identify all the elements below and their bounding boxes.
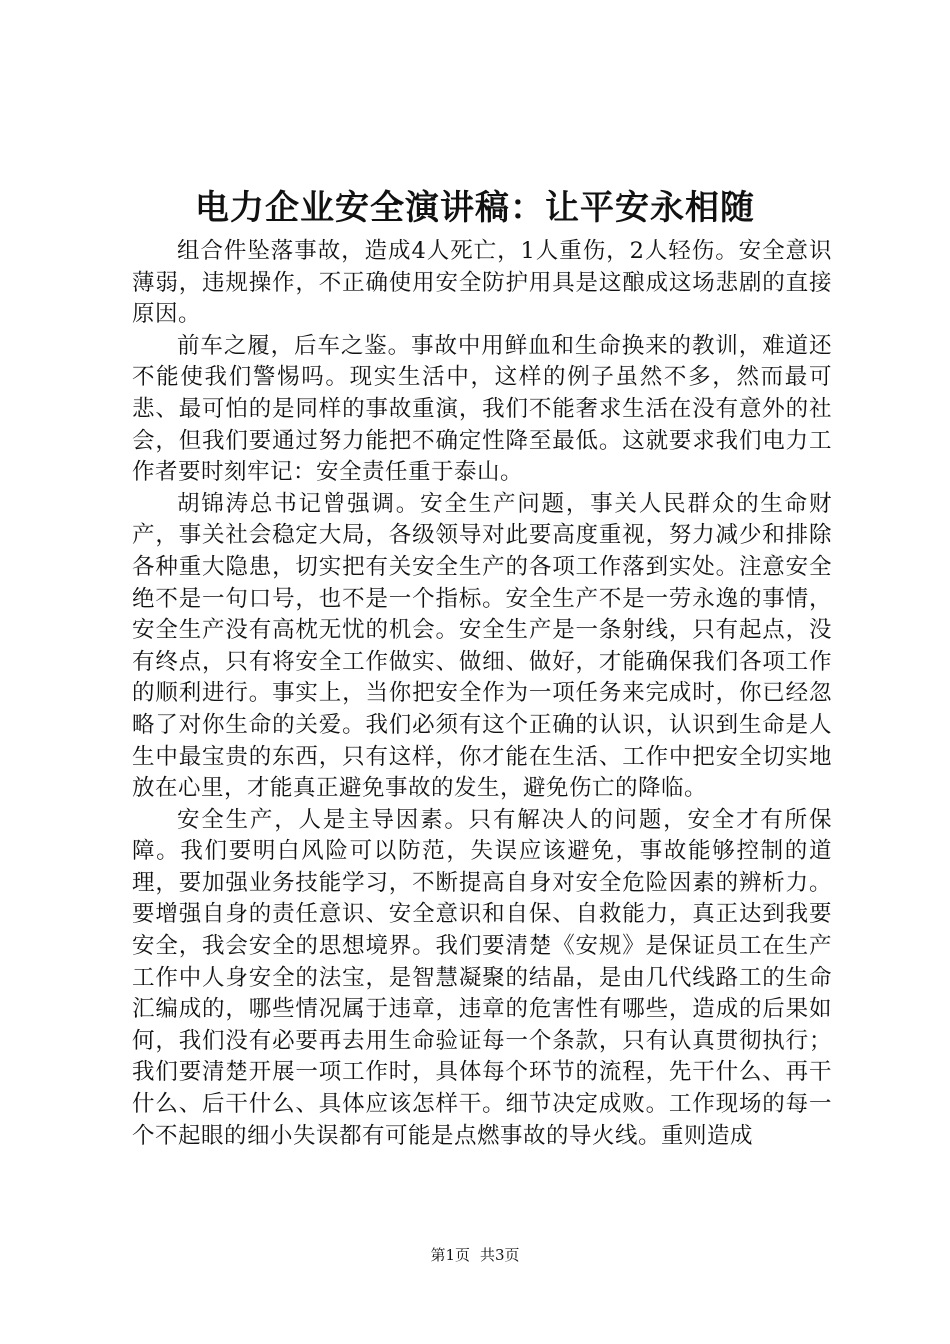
- page-total: 共3页: [480, 1246, 520, 1264]
- document-title: 电力企业安全演讲稿：让平安永相随: [195, 188, 755, 228]
- document-body: [132, 236, 832, 1152]
- paragraph-1: 组合件坠落事故，造成4人死亡，1人重伤，2人轻伤。安全意识薄弱，违规操作，不正确使用安全防护用具是这酿成这场悲剧的直接原因。: [132, 238, 832, 328]
- paragraph-3: 胡锦涛总书记曾强调。安全生产问题，事关人民群众的生命财产，事关社会稳定大局，各级领导对此要高度重视，努力减少和排除各种重大隐患，切实把有关安全生产的各项工作落到实处。注意安全绝不是一句口号，也不是一个指标。安全生产不是一劳永逸的事情，安全生产没有高枕无忧的机会。安全生产是一条射线，只有起点，没有终点，只有将安全工作做实、做细、做好，才能确保我们各项工作的顺利进行。事实上，当你把安全作为一项任务来完成时，你已经忽略了对你生命的关爱。我们必须有这个正确的认识，认识到生命是人生中最宝贵的东西，只有这样，你才能在生活、工作中把安全切实地放在心里，才能真正避免事故的发生，避免伤亡的降临。: [132, 490, 832, 802]
- page-footer: [0, 1245, 950, 1265]
- paragraph-2: 前车之履，后车之鉴。事故中用鲜血和生命换来的教训，难道还不能使我们警惕吗。现实生活中，这样的例子虽然不多，然而最可悲、最可怕的是同样的事故重演，我们不能奢求生活在没有意外的社会，但我们要通过努力能把不确定性降至最低。这就要求我们电力工作者要时刻牢记：安全责任重于泰山。: [132, 332, 832, 486]
- page-number: 第1页: [430, 1246, 470, 1264]
- paragraph-4: 安全生产，人是主导因素。只有解决人的问题，安全才有所保障。我们要明白风险可以防范，失误应该避免，事故能够控制的道理，要加强业务技能学习，不断提高自身对安全危险因素的辨析力。要增强自身的责任意识、安全意识和自保、自救能力，真正达到我要安全，我会安全的思想境界。我们要清楚《安规》是保证员工在生产工作中人身安全的法宝，是智慧凝聚的结晶，是由几代线路工的生命汇编成的，哪些情况属于违章，违章的危害性有哪些，造成的后果如何，我们没有必要再去用生命验证每一个条款，只有认真贯彻执行；我们要清楚开展一项工作时，具体每个环节的流程，先干什么、再干什么、后干什么、具体应该怎样干。细节决定成败。工作现场的每一个不起眼的细小失误都有可能是点燃事故的导火线。重则造成: [132, 806, 832, 1149]
